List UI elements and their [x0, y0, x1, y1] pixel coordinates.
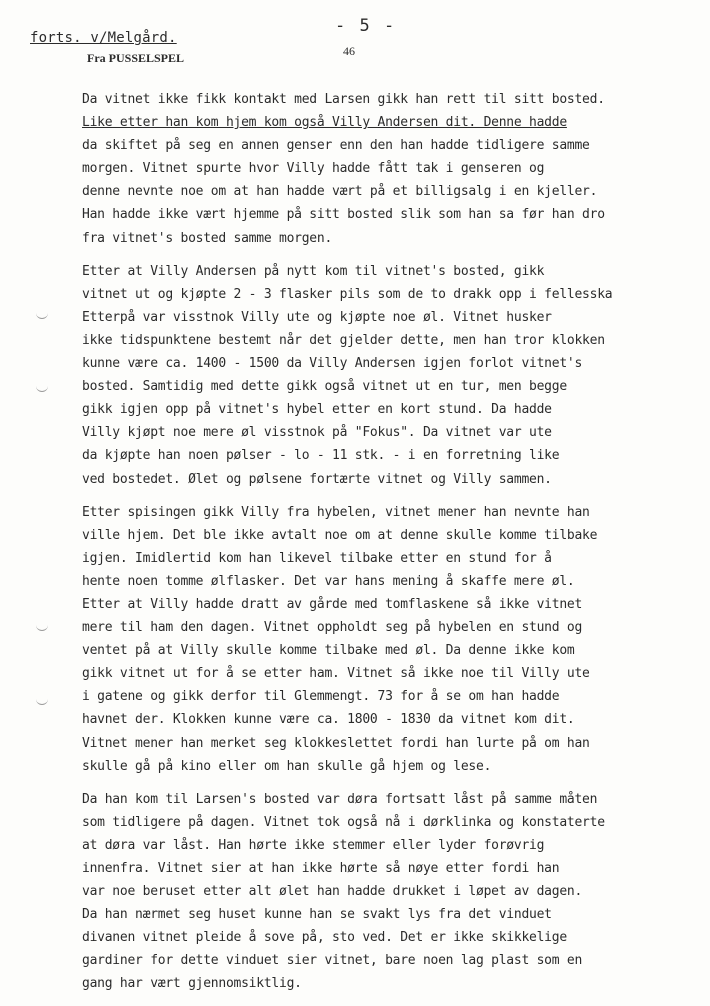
text-line: gardiner for dette vinduet sier vitnet, bare noen lag plast som en: [82, 953, 583, 969]
text-line: Etter at Villy hadde dratt av gårde med tomflaskene så ikke vitnet: [82, 596, 583, 612]
punch-hole-mark: [36, 698, 48, 705]
text-line: gang har vært gjennomsiktlig.: [82, 976, 302, 992]
punch-hole-mark: [36, 624, 48, 631]
text-line: innenfra. Vitnet sier at han ikke hørte så nøye etter fordi han: [82, 861, 560, 876]
paragraph: [82, 88, 702, 250]
punch-hole-mark: [36, 385, 48, 392]
source-label: Fra PUSSELSPEL: [87, 51, 185, 65]
text-line: morgen. Vitnet spurte hvor Villy hadde fått tak i genseren og: [82, 161, 545, 177]
paragraph: [82, 788, 702, 996]
paragraph: [82, 501, 702, 778]
text-line: Etterpå var visstnok Villy ute og kjøpte noe øl. Vitnet husker: [82, 309, 552, 325]
text-line: Da han nærmet seg huset kunne han se svakt lys fra det vinduet: [82, 907, 552, 923]
text-line: da skiftet på seg en annen genser enn den han hadde tidligere samme: [82, 138, 590, 154]
text-line: ikke tidspunktene bestemt når det gjelder dette, men han tror klokken: [82, 332, 605, 348]
text-line: Da vitnet ikke fikk kontakt med Larsen gikk han rett til sitt bosted.: [82, 92, 605, 107]
text-line: gikk igjen opp på vitnet's hybel etter en kort stund. Da hadde: [82, 402, 552, 418]
text-line: igjen. Imidlertid kom han likevel tilbake etter en stund for å: [82, 550, 552, 566]
text-line: hente noen tomme ølflasker. Det var hans mening å skaffe mere øl.: [82, 573, 575, 589]
text-line: Han hadde ikke vært hjemme på sitt bosted slik som han sa før han dro: [82, 207, 605, 223]
text-line: var noe beruset etter alt ølet han hadde drukket i løpet av dagen.: [82, 884, 583, 900]
text-line: Etter spisingen gikk Villy fra hybelen, vitnet mener han nevnte han: [82, 504, 590, 520]
text-line: denne nevnte noe om at han hadde vært på et billigsalg i en kjeller.: [82, 184, 598, 200]
paragraph: [82, 260, 702, 491]
text-line: mere til ham den dagen. Vitnet oppholdt seg på hybelen en stund og: [82, 620, 583, 636]
text-line: vitnet ut og kjøpte 2 - 3 flasker pils som de to drakk opp i fellesska: [82, 286, 613, 302]
text-line: fra vitnet's bosted samme morgen.: [82, 230, 333, 246]
text-line: havnet der. Klokken kunne være ca. 1800 - 1830 da vitnet kom dit.: [82, 712, 575, 728]
text-line: at døra var låst. Han hørte ikke stemmer eller lyder forøvrig: [82, 837, 545, 853]
text-line: Da han kom til Larsen's bosted var døra fortsatt låst på samme måten: [82, 791, 598, 807]
text-line: bosted. Samtidig med dette gikk også vitnet ut en tur, men begge: [82, 379, 567, 395]
text-line: som tidligere på dagen. Vitnet tok også nå i dørklinka og konstaterte: [82, 814, 605, 830]
text-line: gikk vitnet ut for å se etter ham. Vitnet så ikke noe til Villy ute: [82, 666, 590, 682]
text-line: ved bostedet. Ølet og pølsene fortærte vitnet og Villy sammen.: [82, 471, 552, 487]
text-line: Villy kjøpt noe mere øl visstnok på "Fokus". Da vitnet var ute: [82, 425, 552, 441]
page-sub-number: 46: [343, 44, 355, 58]
case-reference: forts. v/Melgård.: [30, 30, 177, 46]
text-line: Vitnet mener han merket seg klokkeslettet fordi han lurte på om han: [82, 735, 590, 751]
text-line: ventet på at Villy skulle komme tilbake med øl. Da denne ikke kom: [82, 643, 575, 659]
text-line: Etter at Villy Andersen på nytt kom til vitnet's bosted, gikk: [82, 263, 545, 279]
text-line: i gatene og gikk derfor til Glemmengt. 73 for å se om han hadde: [82, 689, 560, 705]
body-text: [82, 88, 702, 1006]
punch-hole-mark: [36, 312, 48, 319]
text-line: skulle gå på kino eller om han skulle gå hjem og lese.: [82, 758, 492, 774]
text-line: ville hjem. Det ble ikke avtalt noe om at denne skulle komme tilbake: [82, 527, 598, 543]
text-line: divanen vitnet pleide å sove på, sto ved. Det er ikke skikkelige: [82, 930, 567, 946]
text-line: Like etter han kom hjem kom også Villy Andersen dit. Denne hadde: [82, 115, 567, 131]
text-line: da kjøpte han noen pølser - lo - 11 stk. - i en forretning like: [82, 448, 560, 464]
text-line: kunne være ca. 1400 - 1500 da Villy Andersen igjen forlot vitnet's: [82, 356, 583, 372]
page-number: - 5 -: [335, 16, 397, 36]
